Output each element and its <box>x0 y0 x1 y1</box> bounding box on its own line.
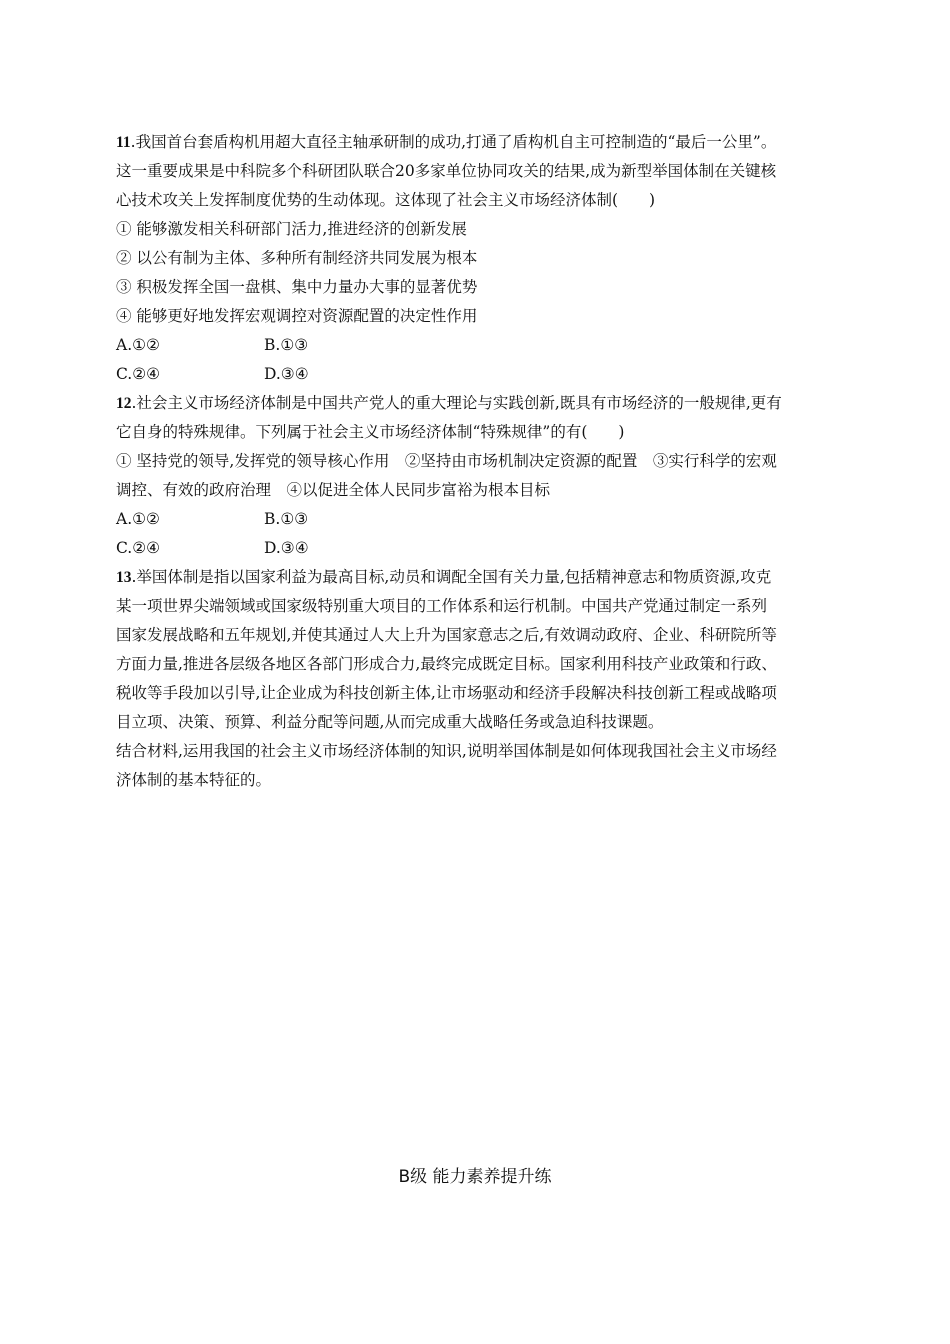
q11-number: 11 <box>116 134 131 151</box>
q11-statement-1: ① 能够激发相关科研部门活力,推进经济的创新发展 <box>116 220 467 238</box>
question-13 <box>116 563 836 795</box>
q12-options-row-2 <box>116 534 836 563</box>
q13-material-line-4: 方面力量,推进各层级各地区各部门形成合力,最终完成既定目标。国家利用科技产业政策和行政、 <box>116 655 777 673</box>
q13-question-line-1: 结合材料,运用我国的社会主义市场经济体制的知识,说明举国体制是如何体现我国社会主义市场经 <box>116 742 777 760</box>
q12-statement-line-2: 调控、有效的政府治理 ④以促进全体人民同步富裕为根本目标 <box>116 481 551 499</box>
q13-number: 13 <box>116 569 132 586</box>
q12-option-b: B.①③ <box>264 510 309 528</box>
q11-option-a: A.①② <box>116 336 160 354</box>
q11-statement-4: ④ 能够更好地发挥宏观调控对资源配置的决定性作用 <box>116 307 478 325</box>
question-content <box>116 128 836 795</box>
q11-option-b: B.①③ <box>264 336 309 354</box>
question-11 <box>116 128 836 389</box>
q11-option-c: C.②④ <box>116 365 161 383</box>
q12-stem-line-2: 它自身的特殊规律。下列属于社会主义市场经济体制“特殊规律”的有( ) <box>116 423 625 441</box>
section-title: B级 能力素养提升练 <box>398 1167 552 1187</box>
q12-options-row-1 <box>116 505 836 534</box>
q11-statement-3: ③ 积极发挥全国一盘棋、集中力量办大事的显著优势 <box>116 278 478 296</box>
q11-stem-line-3: 心技术攻关上发挥制度优势的生动体现。这体现了社会主义市场经济体制( ) <box>116 191 656 209</box>
q11-stem-line-2: 这一重要成果是中科院多个科研团队联合20多家单位协同攻关的结果,成为新型举国体制在关键核 <box>116 162 777 180</box>
q13-material-line-2: 某一项世界尖端领域或国家级特别重大项目的工作体系和运行机制。中国共产党通过制定一系列 <box>116 597 768 615</box>
q11-stem-line-1: 11.我国首台套盾构机用超大直径主轴承研制的成功,打通了盾构机自主可控制造的“最后一公里”。 <box>116 133 777 151</box>
q11-option-d: D.③④ <box>264 365 309 383</box>
q13-question-line-2: 济体制的基本特征的。 <box>116 771 272 789</box>
q11-options-row-1 <box>116 331 836 360</box>
q13-material-line-3: 国家发展战略和五年规划,并使其通过人大上升为国家意志之后,有效调动政府、企业、科研院所等 <box>116 626 777 644</box>
question-12 <box>116 389 836 563</box>
q12-number: 12 <box>116 395 132 412</box>
q12-statement-line-1: ① 坚持党的领导,发挥党的领导核心作用 ②坚持由市场机制决定资源的配置 ③实行科学的宏观 <box>116 452 777 470</box>
q12-option-a: A.①② <box>116 510 160 528</box>
q12-option-d: D.③④ <box>264 539 309 557</box>
q12-option-c: C.②④ <box>116 539 161 557</box>
q12-stem-line-1: 12.社会主义市场经济体制是中国共产党人的重大理论与实践创新,既具有市场经济的一般规律,更有 <box>116 394 782 412</box>
q11-statement-2: ② 以公有制为主体、多种所有制经济共同发展为根本 <box>116 249 478 267</box>
q13-material-line-6: 目立项、决策、预算、利益分配等问题,从而完成重大战略任务或急迫科技课题。 <box>116 713 664 731</box>
q13-material-line-5: 税收等手段加以引导,让企业成为科技创新主体,让市场驱动和经济手段解决科技创新工程或战略项 <box>116 684 777 702</box>
q13-material-line-1: 13.举国体制是指以国家利益为最高目标,动员和调配全国有关力量,包括精神意志和物质资源,攻克 <box>116 568 772 586</box>
q11-options-row-2 <box>116 360 836 389</box>
